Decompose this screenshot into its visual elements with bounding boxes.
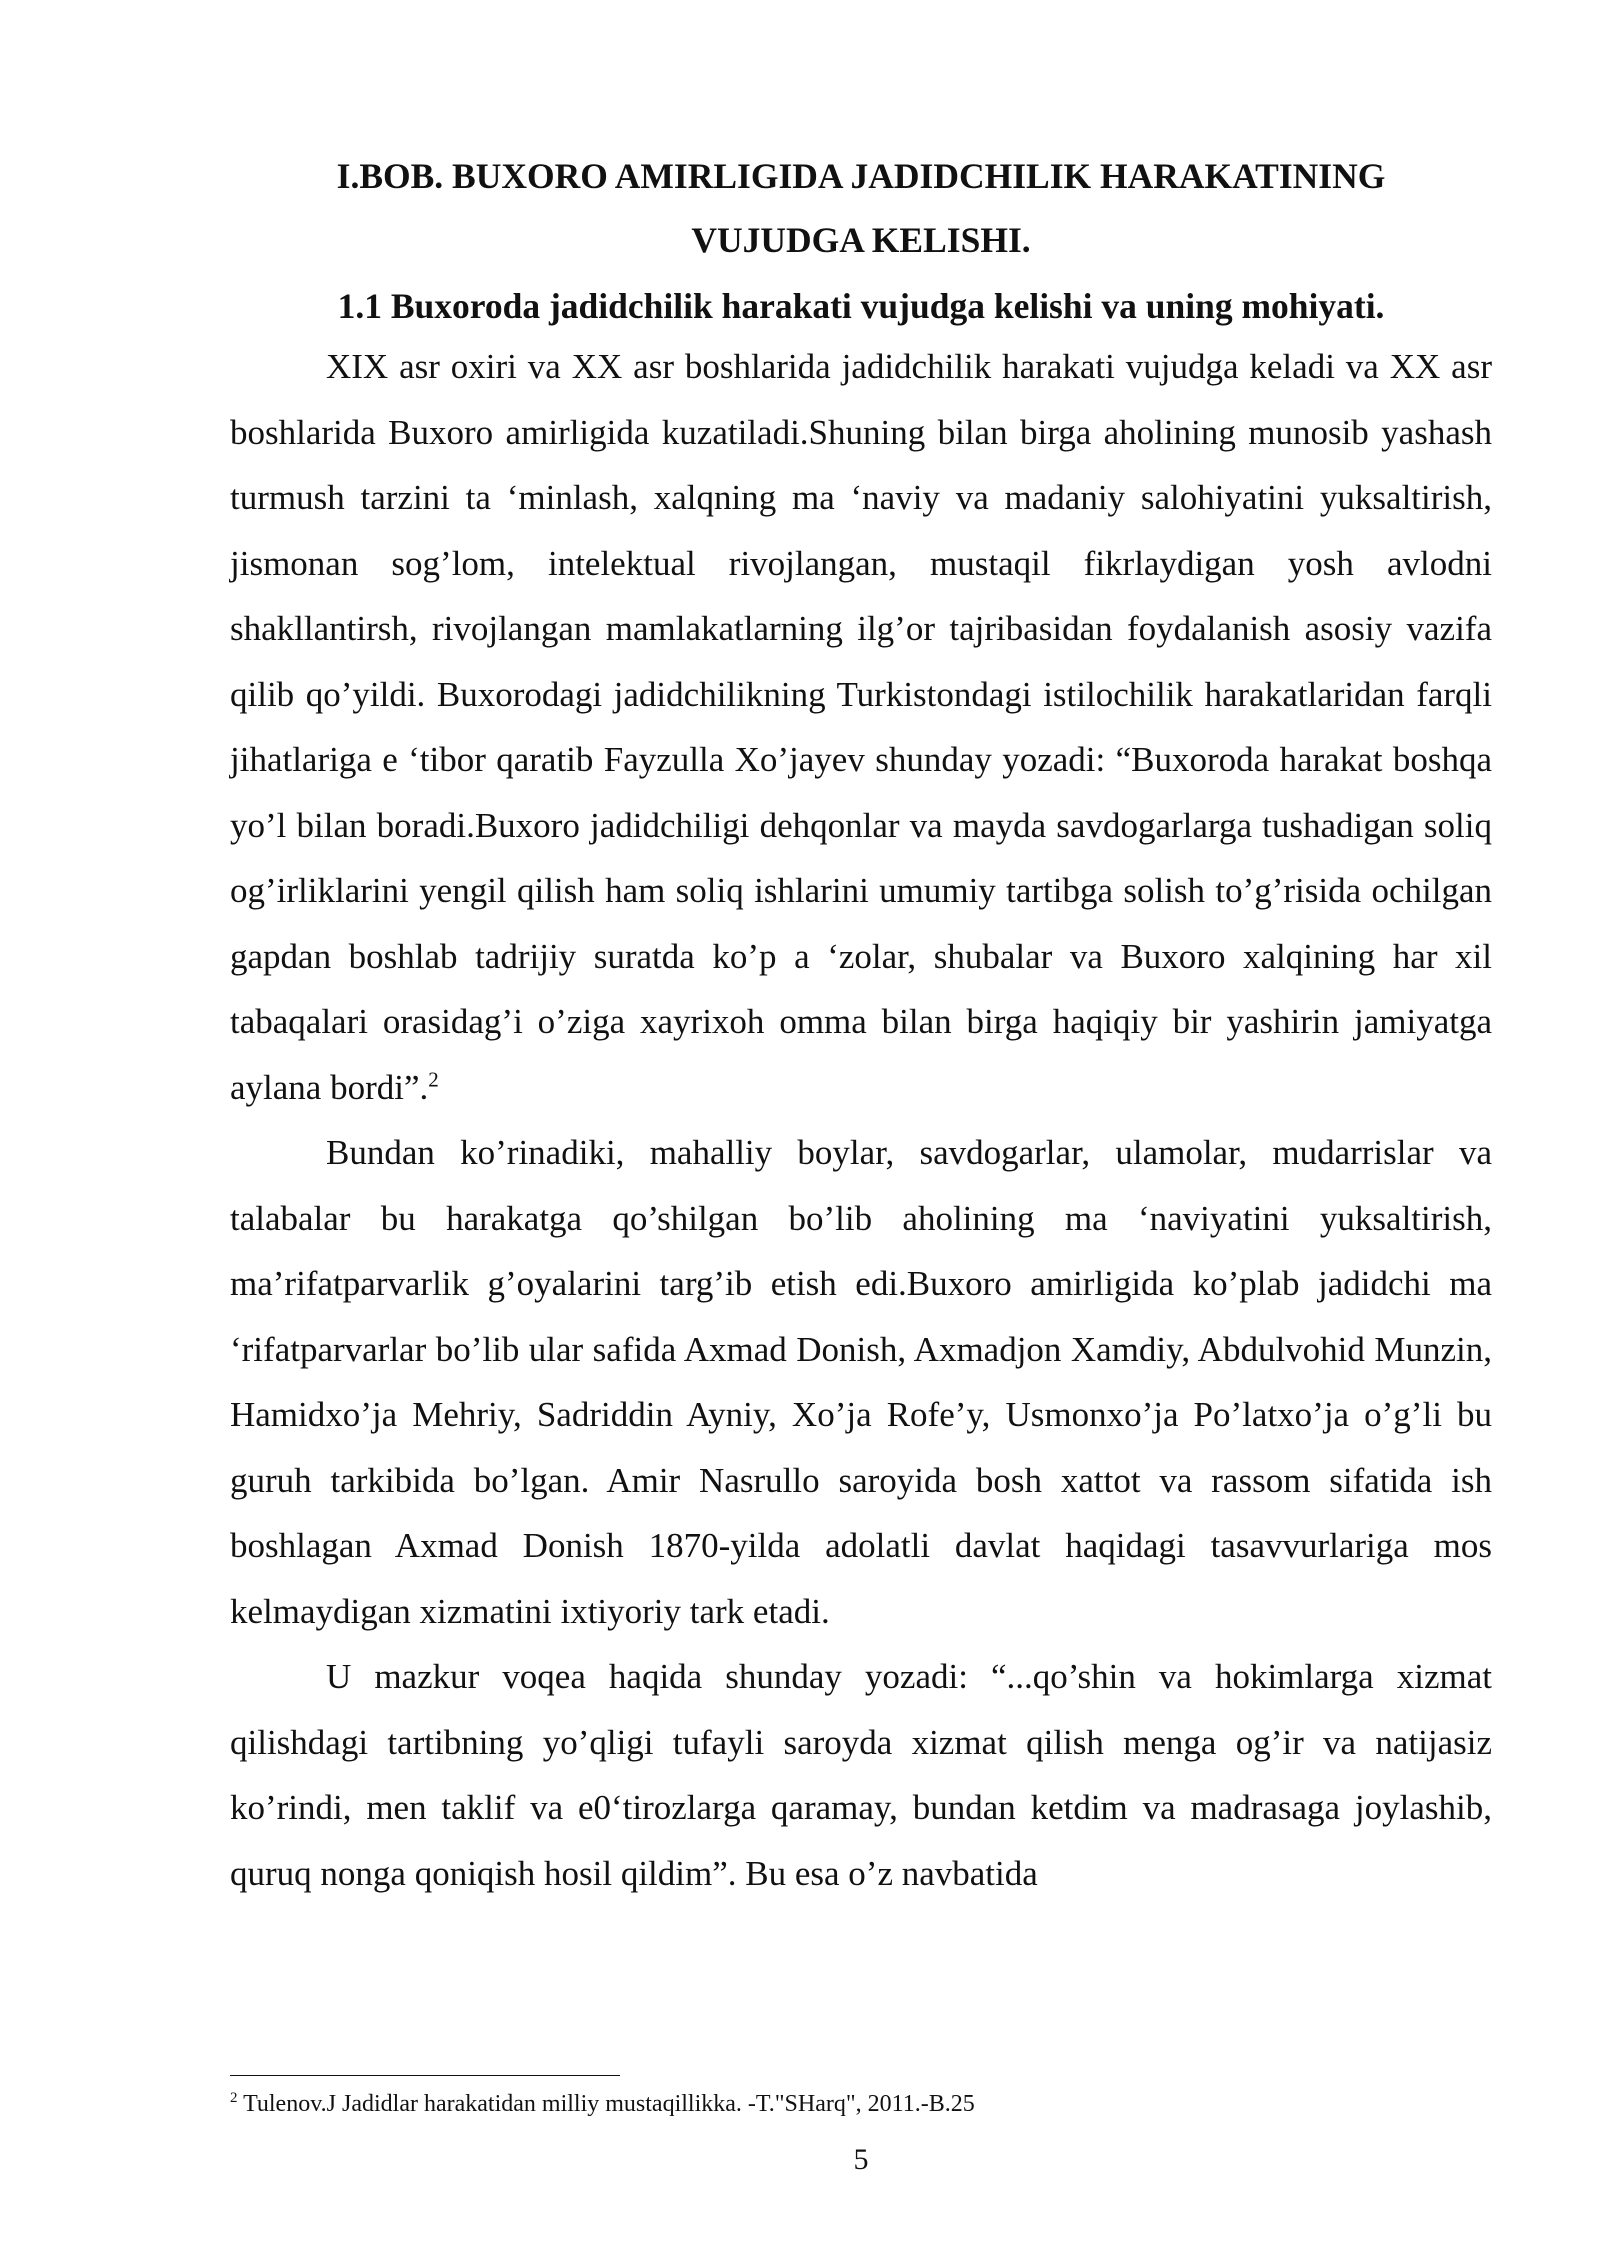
paragraph-3: U mazkur voqea haqida shunday yozadi: “...qo’shin va hokimlarga xizmat qilishdagi tartibning yo’qligi tufayli saroyda xizmat qilish menga og’ir va natijasiz ko’rindi, men taklif va e0‘tirozlarga qaramay, bundan ketdim va madrasaga joylashib, quruq nonga qoniqish hosil qildim”. Bu esa o’z navbatida: [230, 1657, 1492, 1893]
footnote: [230, 2088, 975, 2120]
chapter-title-line-2: VUJUDGA KELISHI.: [691, 220, 1031, 260]
paragraph-2: Bundan ko’rinadiki, mahalliy boylar, savdogarlar, ulamolar, mudarrislar va talabalar bu harakatga qo’shilgan bo’lib aholining ma ‘naviyatini yuksaltirish, ma’rifatparvarlik g’oyalarini targ’ib etish edi.Buxoro amirligida ko’plab jadidchi ma ‘rifatparvarlar bo’lib ular safida Axmad Donish, Axmadjon Xamdiy, Abdulvohid Munzin, Hamidxo’ja Mehriy, Sadriddin Ayniy, Xo’ja Rofe’y, Usmonxo’ja Po’latxo’ja o’g’li bu guruh tarkibida bo’lgan. Amir Nasrullo saroyida bosh xattot va rassom sifatida ish boshlagan Axmad Donish 1870-yilda adolatli davlat haqidagi tasavvurlariga mos kelmaydigan xizmatini ixtiyoriy tark etadi.: [230, 1133, 1492, 1631]
section-subheading: 1.1 Buxoroda jadidchilik harakati vujudga kelishi va uning mohiyati.: [337, 286, 1385, 326]
footnote-separator: [230, 2075, 620, 2076]
paragraph-1: [230, 334, 1492, 1120]
document-page: [230, 150, 1492, 1906]
paragraph-1-text: XIX asr oxiri va XX asr boshlarida jadidchilik harakati vujudga keladi va XX asr boshlarida Buxoro amirligida kuzatiladi.Shuning bilan birga aholining munosib yashash turmush tarzini ta ‘minlash, xalqning ma ‘naviy va madaniy salohiyatini yuksaltirish, jismonan sog’lom, intelektual rivojlangan, mustaqil fikrlaydigan yosh avlodni shakllantirsh, rivojlangan mamlakatlarning ilg’or tajribasidan foydalanish asosiy vazifa qilib qo’yildi. Buxorodagi jadidchilikning Turkistondagi istilochilik harakatlaridan farqli jihatlariga e ‘tibor qaratib Fayzulla Xo’jayev shunday yozadi: “Buxoroda harakat boshqa yo’l bilan boradi.Buxoro jadidchiligi dehqonlar va mayda savdogarlarga tushadigan soliq og’irliklarini yengil qilish ham soliq ishlarini umumiy tartibga solish to’g’risida ochilgan gapdan boshlab tadrijiy suratda ko’p a ‘zolar, shubalar va Buxoro xalqining har xil tabaqalari orasidag’i o’ziga xayrixoh omma bilan birga haqiqiy bir yashirin jamiyatga aylana bordi”.: [230, 347, 1492, 1107]
footnote-text: Tulenov.J Jadidlar harakatidan milliy mustaqillikka. -T."SHarq", 2011.-B.25: [237, 2091, 975, 2117]
page-number: 5: [853, 2143, 869, 2176]
chapter-title-line-1: I.BOB. BUXORO AMIRLIGIDA JADIDCHILIK HARAKATINING: [336, 156, 1386, 196]
footnote-number: 2: [230, 2090, 238, 2106]
footnote-reference: 2: [428, 1066, 439, 1091]
